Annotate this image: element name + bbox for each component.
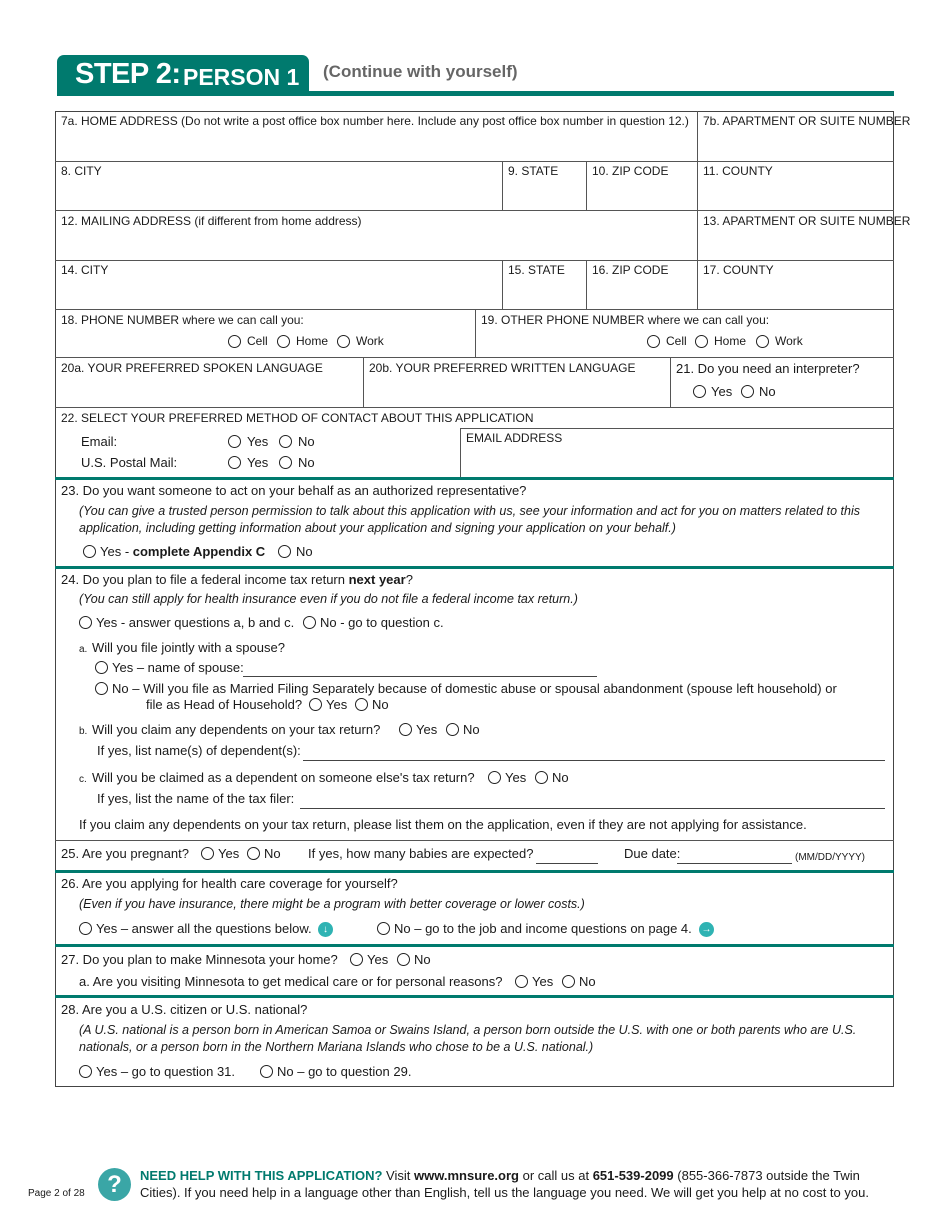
help-footer-text: NEED HELP WITH THIS APPLICATION? Visit www.mnsure.org or call us at 651-539-2099 (855-366-7873 outside the Twin Cities). If you need help in a language other than English, tell us the language you need. We will get you help at no cost to you. <box>140 1168 869 1200</box>
q27a-no-radio[interactable] <box>562 975 575 988</box>
q24a-sub-no-radio[interactable] <box>355 698 368 711</box>
arrow-down-icon: ↓ <box>318 922 333 937</box>
help-question-icon: ? <box>98 1168 131 1201</box>
q26-no-radio[interactable] <box>377 922 390 935</box>
phone-home-radio[interactable] <box>277 335 290 348</box>
q23-question: 23. Do you want someone to act on your behalf as an authorized representative? <box>61 483 527 498</box>
radio-label: Yes - answer questions a, b and c. <box>96 615 295 630</box>
q26-question: 26. Are you applying for health care coverage for yourself? <box>61 876 398 891</box>
radio-label: No <box>552 770 569 785</box>
q27a-yes-radio[interactable] <box>515 975 528 988</box>
other-phone-field[interactable]: 19. OTHER PHONE NUMBER where we can call you: <box>481 313 770 327</box>
q24a-no-text: No – Will you file as Married Filing Separately because of domestic abuse or spousal abandonment (spouse left household) or <box>112 681 837 696</box>
radio-label: Yes <box>505 770 527 785</box>
radio-label: No <box>298 455 315 470</box>
q24-yes-radio[interactable] <box>79 616 92 629</box>
divider <box>55 260 894 261</box>
section-rule <box>55 995 894 998</box>
radio-label: Home <box>296 334 329 348</box>
person-label: PERSON 1 <box>183 64 300 90</box>
header-subtitle: (Continue with yourself) <box>323 62 518 81</box>
interpreter-yes-radio[interactable] <box>693 385 706 398</box>
home-address-field[interactable]: 7a. HOME ADDRESS (Do not write a post office box number here. Include any post office box number in question 12.) <box>61 114 689 128</box>
q24c-letter: c. <box>79 774 87 785</box>
q24-footer-note: If you claim any dependents on your tax return, please list them on the application, even if they are not applying for assistance. <box>79 817 807 832</box>
divider <box>586 260 587 309</box>
mailing-city-field[interactable]: 14. CITY <box>61 263 109 277</box>
q28-yes-radio[interactable] <box>79 1065 92 1078</box>
divider <box>697 210 698 260</box>
dependents-line[interactable] <box>303 760 885 761</box>
phone-field[interactable]: 18. PHONE NUMBER where we can call you: <box>61 313 304 327</box>
q24a-letter: a. <box>79 644 88 655</box>
q26-yes-radio[interactable] <box>79 922 92 935</box>
q24b-no-radio[interactable] <box>446 723 459 736</box>
divider <box>55 840 894 841</box>
q24-no-radio[interactable] <box>303 616 316 629</box>
date-format-hint: (MM/DD/YYYY) <box>795 852 865 863</box>
radio-label: Yes <box>711 384 733 399</box>
q26-note: (Even if you have insurance, there might be a program with better coverage or lower costs.) <box>79 897 585 911</box>
phone-work-radio[interactable] <box>337 335 350 348</box>
interpreter-no-radio[interactable] <box>741 385 754 398</box>
email-yes-radio[interactable] <box>228 435 241 448</box>
radio-label: No <box>463 722 480 737</box>
divider <box>502 260 503 309</box>
mailing-county-field[interactable]: 17. COUNTY <box>703 263 774 277</box>
q25-question: 25. Are you pregnant? <box>61 846 189 861</box>
tax-filer-label: If yes, list the name of the tax filer: <box>97 791 295 806</box>
q23-yes-radio[interactable] <box>83 545 96 558</box>
divider <box>670 357 671 407</box>
radio-label: Work <box>775 334 803 348</box>
phone-cell-radio[interactable] <box>228 335 241 348</box>
q24a-no-radio[interactable] <box>95 682 108 695</box>
postal-label: U.S. Postal Mail: <box>81 455 178 470</box>
radio-label: Cell <box>666 334 687 348</box>
step-label: STEP 2: <box>75 58 181 90</box>
divider <box>502 161 503 210</box>
due-date-label: Due date: <box>624 846 681 861</box>
radio-label: No - go to question c. <box>320 615 444 630</box>
q28-question: 28. Are you a U.S. citizen or U.S. national? <box>61 1002 308 1017</box>
radio-label: Yes <box>367 952 389 967</box>
radio-label: Yes <box>532 974 554 989</box>
section-rule <box>55 944 894 947</box>
apartment-field[interactable]: 7b. APARTMENT OR SUITE NUMBER <box>703 114 911 128</box>
section-rule <box>55 477 894 480</box>
radio-label: Yes – answer all the questions below. <box>96 921 312 936</box>
q24b-yes-radio[interactable] <box>399 723 412 736</box>
divider <box>55 407 894 408</box>
mailing-address-field[interactable]: 12. MAILING ADDRESS (if different from home address) <box>61 214 362 228</box>
radio-label: No – go to question 29. <box>277 1064 412 1079</box>
q23-yes-label: Yes - complete Appendix C <box>100 544 266 559</box>
divider <box>55 357 894 358</box>
email-no-radio[interactable] <box>279 435 292 448</box>
radio-label: No <box>579 974 596 989</box>
q27-question: 27. Do you plan to make Minnesota your home? <box>61 952 338 967</box>
radio-label: Yes <box>416 722 438 737</box>
state-field[interactable]: 9. STATE <box>508 164 559 178</box>
q24c-no-radio[interactable] <box>535 771 548 784</box>
q23-note: (You can give a trusted person permission to talk about this application with us, see your information and act for you on matters related to this application, including getting information about your application and signing your application on your behalf.) <box>79 504 860 535</box>
email-label: Email: <box>81 434 118 449</box>
divider <box>697 260 698 309</box>
due-date-line[interactable] <box>677 863 792 864</box>
q24a-no-text-2: file as Head of Household? <box>146 697 303 712</box>
mailing-state-field[interactable]: 15. STATE <box>508 263 565 277</box>
radio-label: No <box>298 434 315 449</box>
interpreter-question: 21. Do you need an interpreter? <box>676 361 860 376</box>
radio-label: Yes <box>326 697 348 712</box>
babies-line[interactable] <box>536 863 598 864</box>
website-link[interactable]: www.mnsure.org <box>414 1168 519 1183</box>
written-language-field[interactable]: 20b. YOUR PREFERRED WRITTEN LANGUAGE <box>369 361 636 375</box>
postal-yes-radio[interactable] <box>228 456 241 469</box>
header-rule <box>57 91 894 96</box>
postal-no-radio[interactable] <box>279 456 292 469</box>
radio-label: No <box>264 846 281 861</box>
tax-filer-line[interactable] <box>300 808 885 809</box>
q24c-question: Will you be claimed as a dependent on someone else's tax return? <box>92 770 475 785</box>
radio-label: Yes – go to question 31. <box>96 1064 236 1079</box>
divider <box>697 161 698 210</box>
q23-no-radio[interactable] <box>278 545 291 558</box>
divider <box>697 111 698 161</box>
babies-label: If yes, how many babies are expected? <box>308 846 534 861</box>
spoken-language-field[interactable]: 20a. YOUR PREFERRED SPOKEN LANGUAGE <box>61 361 323 375</box>
other-phone-home-radio[interactable] <box>695 335 708 348</box>
other-phone-cell-radio[interactable] <box>647 335 660 348</box>
q24b-letter: b. <box>79 726 88 737</box>
divider <box>586 161 587 210</box>
radio-label: Yes <box>247 434 269 449</box>
radio-label: Work <box>356 334 384 348</box>
mailing-zip-field[interactable]: 16. ZIP CODE <box>592 263 669 277</box>
q24a-sub-yes-radio[interactable] <box>309 698 322 711</box>
help-heading: NEED HELP WITH THIS APPLICATION? <box>140 1168 383 1183</box>
email-address-field[interactable]: EMAIL ADDRESS <box>466 431 563 445</box>
radio-label: Yes <box>218 846 240 861</box>
divider <box>460 428 894 429</box>
radio-label: No <box>372 697 389 712</box>
q25-yes-radio[interactable] <box>201 847 214 860</box>
radio-label: Yes – name of spouse: <box>112 660 244 675</box>
q24a-yes-radio[interactable] <box>95 661 108 674</box>
city-field[interactable]: 8. CITY <box>61 164 102 178</box>
q25-no-radio[interactable] <box>247 847 260 860</box>
radio-label: No <box>414 952 431 967</box>
q28-note: (A U.S. national is a person born in American Samoa or Swains Island, a person born outside the U.S. with one or both parents who are U.S. nationals, or a person born in the Northern Mariana Islands who chose to be a U.S. national.) <box>79 1023 857 1054</box>
radio-label: Cell <box>247 334 268 348</box>
other-phone-work-radio[interactable] <box>756 335 769 348</box>
q27-yes-radio[interactable] <box>350 953 363 966</box>
q24-question: 24. Do you plan to file a federal income tax return next year? <box>61 572 413 587</box>
dependents-label: If yes, list name(s) of dependent(s): <box>97 743 301 758</box>
page-number: Page 2 of 28 <box>28 1188 85 1199</box>
divider <box>55 210 894 211</box>
q28-no-radio[interactable] <box>260 1065 273 1078</box>
divider <box>460 428 461 477</box>
q27a-question: a. Are you visiting Minnesota to get medical care or for personal reasons? <box>79 974 503 989</box>
divider <box>363 357 364 407</box>
q24a-question: Will you file jointly with a spouse? <box>92 640 285 655</box>
q24b-question: Will you claim any dependents on your tax return? <box>92 722 381 737</box>
radio-label: No <box>296 544 313 559</box>
q24-note: (You can still apply for health insurance even if you do not file a federal income tax return.) <box>79 592 578 606</box>
divider <box>55 161 894 162</box>
phone-link[interactable]: 651-539-2099 <box>592 1168 674 1183</box>
arrow-right-icon: → <box>699 922 714 937</box>
radio-label: Home <box>714 334 747 348</box>
q24c-yes-radio[interactable] <box>488 771 501 784</box>
step-header-tab <box>57 55 309 93</box>
zip-field[interactable]: 10. ZIP CODE <box>592 164 669 178</box>
contact-method-question: 22. SELECT YOUR PREFERRED METHOD OF CONTACT ABOUT THIS APPLICATION <box>61 411 534 425</box>
radio-label: No – go to the job and income questions on page 4. <box>394 921 692 936</box>
section-rule <box>55 870 894 873</box>
mailing-apartment-field[interactable]: 13. APARTMENT OR SUITE NUMBER <box>703 214 911 228</box>
divider <box>475 309 476 357</box>
spouse-name-line[interactable] <box>243 676 597 677</box>
radio-label: No <box>759 384 776 399</box>
radio-label: Yes <box>247 455 269 470</box>
county-field[interactable]: 11. COUNTY <box>703 164 773 178</box>
section-rule <box>55 566 894 569</box>
q27-no-radio[interactable] <box>397 953 410 966</box>
